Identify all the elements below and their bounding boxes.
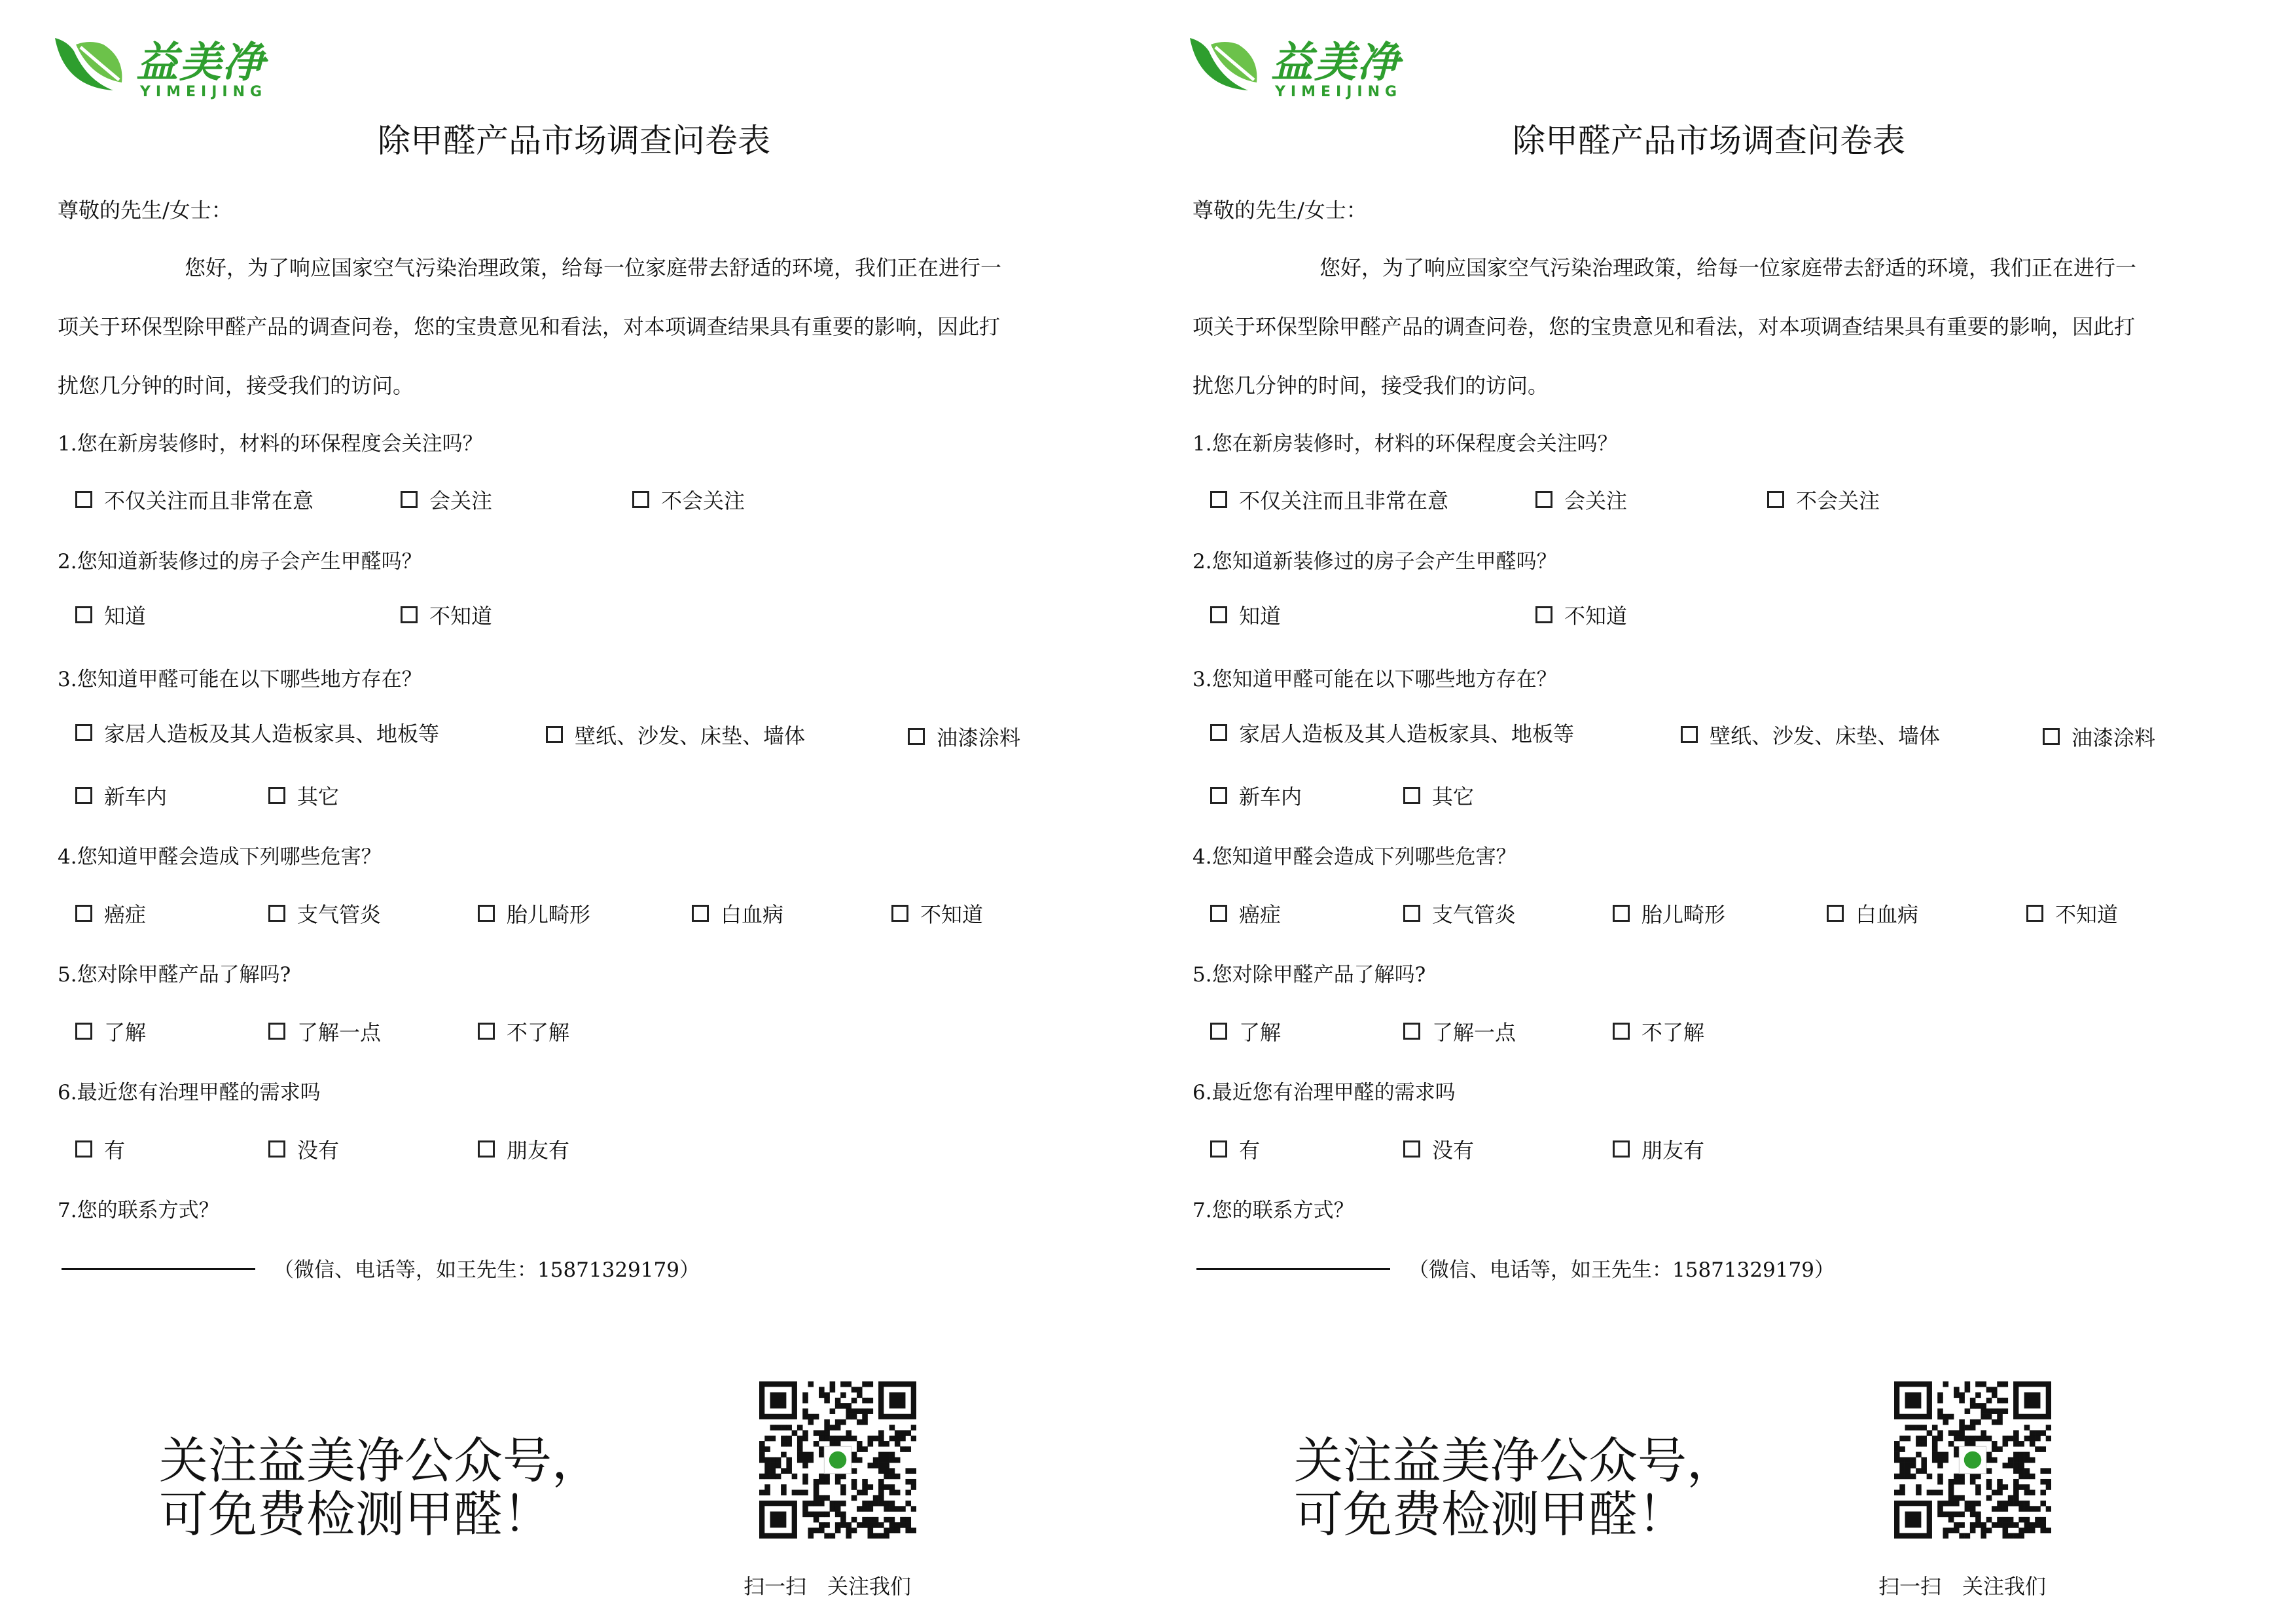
q5-option-2[interactable]: 了解一点 xyxy=(1403,1016,1516,1046)
contact-input-line[interactable] xyxy=(1196,1268,1390,1270)
checkbox[interactable] xyxy=(478,905,495,922)
q1-option-2[interactable]: 会关注 xyxy=(1535,484,1627,515)
q3-option-1[interactable]: 家居人造板及其人造板家具、地板等 xyxy=(75,718,439,748)
checkbox[interactable] xyxy=(75,1140,92,1158)
checkbox[interactable] xyxy=(908,728,925,745)
checkbox[interactable] xyxy=(1613,905,1630,922)
checkbox[interactable] xyxy=(546,726,563,743)
checkbox[interactable] xyxy=(1210,905,1227,922)
checkbox[interactable] xyxy=(1767,491,1784,508)
q4-option-4[interactable]: 白血病 xyxy=(1827,898,1918,928)
checkbox[interactable] xyxy=(1613,1140,1630,1158)
intro-line-2: 项关于环保型除甲醛产品的调查问卷，您的宝贵意见和看法，对本项调查结果具有重要的影响，因此打 xyxy=(58,314,1001,339)
leaf-logo-icon xyxy=(1186,25,1265,97)
intro-line-2: 项关于环保型除甲醛产品的调查问卷，您的宝贵意见和看法，对本项调查结果具有重要的影响，因此打 xyxy=(1193,314,2136,339)
question-3: 3.您知道甲醛可能在以下哪些地方存在？ xyxy=(58,668,422,691)
qr-code-image xyxy=(759,1381,916,1539)
brand-name-cn: 益美净 xyxy=(136,39,266,87)
question-2: 2.您知道新装修过的房子会产生甲醛吗？ xyxy=(1193,550,1557,574)
checkbox[interactable] xyxy=(1613,1023,1630,1040)
contact-input-line[interactable] xyxy=(62,1268,255,1270)
q3-option-5[interactable]: 其它 xyxy=(268,780,339,811)
scan-label: 扫一扫 关注我们 xyxy=(1878,1574,2047,1599)
checkbox[interactable] xyxy=(1210,606,1227,623)
q3-option-5[interactable]: 其它 xyxy=(1403,780,1474,811)
brand-name-en: YIMEIJING xyxy=(1275,84,1403,100)
q3-option-3[interactable]: 油漆涂料 xyxy=(908,721,1020,752)
q6-option-1[interactable]: 有 xyxy=(1210,1134,1260,1164)
checkbox[interactable] xyxy=(1403,787,1420,804)
question-7: 7.您的联系方式？ xyxy=(1193,1199,1354,1222)
salutation: 尊敬的先生/女士： xyxy=(58,198,232,223)
checkbox[interactable] xyxy=(1210,491,1227,508)
brand-name-cn: 益美净 xyxy=(1271,39,1401,87)
q3-option-4[interactable]: 新车内 xyxy=(1210,780,1302,811)
checkbox[interactable] xyxy=(891,905,908,922)
contact-hint: （微信、电话等，如王先生：15871329179） xyxy=(274,1258,700,1282)
questionnaire-page-right xyxy=(1135,0,2283,1623)
checkbox[interactable] xyxy=(478,1140,495,1158)
checkbox[interactable] xyxy=(268,787,285,804)
q2-option-2[interactable]: 不知道 xyxy=(401,600,492,630)
brand-logo xyxy=(51,25,287,110)
question-6: 6.最近您有治理甲醛的需求吗 xyxy=(58,1081,321,1104)
checkbox[interactable] xyxy=(75,1023,92,1040)
q6-option-3[interactable]: 朋友有 xyxy=(478,1134,569,1164)
q3-option-4[interactable]: 新车内 xyxy=(75,780,167,811)
intro-line-3: 扰您几分钟的时间，接受我们的访问。 xyxy=(1193,373,1549,398)
q4-option-4[interactable]: 白血病 xyxy=(692,898,783,928)
q6-option-3[interactable]: 朋友有 xyxy=(1613,1134,1704,1164)
q1-option-2[interactable]: 会关注 xyxy=(401,484,492,515)
checkbox[interactable] xyxy=(1681,726,1698,743)
checkbox[interactable] xyxy=(1210,1140,1227,1158)
intro-line-1: 您好，为了响应国家空气污染治理政策，给每一位家庭带去舒适的环境，我们正在进行一 xyxy=(1319,255,2137,280)
q5-option-3[interactable]: 不了解 xyxy=(478,1016,569,1046)
checkbox[interactable] xyxy=(1210,1023,1227,1040)
q4-option-3[interactable]: 胎儿畸形 xyxy=(478,898,590,928)
q4-option-2[interactable]: 支气管炎 xyxy=(1403,898,1516,928)
q1-option-1[interactable]: 不仅关注而且非常在意 xyxy=(75,484,314,515)
salutation: 尊敬的先生/女士： xyxy=(1193,198,1367,223)
q1-option-1[interactable]: 不仅关注而且非常在意 xyxy=(1210,484,1448,515)
question-4: 4.您知道甲醛会造成下列哪些危害？ xyxy=(58,845,382,869)
q3-option-2[interactable]: 壁纸、沙发、床垫、墙体 xyxy=(546,720,805,750)
checkbox[interactable] xyxy=(268,1140,285,1158)
brand-name-en: YIMEIJING xyxy=(140,84,268,100)
q5-option-1[interactable]: 了解 xyxy=(75,1016,146,1046)
checkbox[interactable] xyxy=(75,724,92,741)
checkbox[interactable] xyxy=(1827,905,1844,922)
qr-code-image xyxy=(1894,1381,2051,1539)
q3-option-3[interactable]: 油漆涂料 xyxy=(2043,721,2155,752)
q4-option-5[interactable]: 不知道 xyxy=(2026,898,2118,928)
checkbox[interactable] xyxy=(1403,1023,1420,1040)
question-3: 3.您知道甲醛可能在以下哪些地方存在？ xyxy=(1193,668,1557,691)
promo-line-2: 可免费检测甲醛！ xyxy=(1294,1486,1687,1543)
checkbox[interactable] xyxy=(692,905,709,922)
checkbox[interactable] xyxy=(2026,905,2043,922)
checkbox[interactable] xyxy=(2043,728,2060,745)
question-7: 7.您的联系方式？ xyxy=(58,1199,219,1222)
leaf-logo-icon xyxy=(51,25,130,97)
promo-text xyxy=(1294,1434,1736,1541)
checkbox[interactable] xyxy=(268,1023,285,1040)
checkbox[interactable] xyxy=(1535,606,1552,623)
question-1: 1.您在新房装修时，材料的环保程度会关注吗？ xyxy=(58,432,483,456)
contact-hint: （微信、电话等，如王先生：15871329179） xyxy=(1408,1258,1835,1282)
intro-line-1: 您好，为了响应国家空气污染治理政策，给每一位家庭带去舒适的环境，我们正在进行一 xyxy=(185,255,1002,280)
q6-option-1[interactable]: 有 xyxy=(75,1134,125,1164)
q5-option-2[interactable]: 了解一点 xyxy=(268,1016,381,1046)
q6-option-2[interactable]: 没有 xyxy=(1403,1134,1474,1164)
page-title: 除甲醛产品市场调查问卷表 xyxy=(1513,122,1905,160)
q2-option-1[interactable]: 知道 xyxy=(1210,600,1281,630)
question-4: 4.您知道甲醛会造成下列哪些危害？ xyxy=(1193,845,1516,869)
promo-line-1: 关注益美净公众号， xyxy=(159,1432,601,1489)
question-5: 5.您对除甲醛产品了解吗? xyxy=(1193,963,1426,987)
q5-option-1[interactable]: 了解 xyxy=(1210,1016,1281,1046)
scan-label: 扫一扫 关注我们 xyxy=(744,1574,912,1599)
checkbox[interactable] xyxy=(1535,491,1552,508)
intro-line-3: 扰您几分钟的时间，接受我们的访问。 xyxy=(58,373,414,398)
checkbox[interactable] xyxy=(1403,905,1420,922)
promo-text xyxy=(159,1434,601,1541)
q1-option-3[interactable]: 不会关注 xyxy=(1767,484,1880,515)
checkbox[interactable] xyxy=(75,905,92,922)
promo-line-1: 关注益美净公众号， xyxy=(1294,1432,1736,1489)
question-1: 1.您在新房装修时，材料的环保程度会关注吗？ xyxy=(1193,432,1618,456)
checkbox[interactable] xyxy=(1210,724,1227,741)
q4-option-5[interactable]: 不知道 xyxy=(891,898,983,928)
checkbox[interactable] xyxy=(1210,787,1227,804)
checkbox[interactable] xyxy=(401,491,418,508)
checkbox[interactable] xyxy=(478,1023,495,1040)
checkbox[interactable] xyxy=(401,606,418,623)
checkbox[interactable] xyxy=(632,491,649,508)
q2-option-1[interactable]: 知道 xyxy=(75,600,146,630)
promo-line-2: 可免费检测甲醛！ xyxy=(159,1486,552,1543)
checkbox[interactable] xyxy=(75,491,92,508)
q2-option-2[interactable]: 不知道 xyxy=(1535,600,1627,630)
brand-logo xyxy=(1186,25,1422,110)
checkbox[interactable] xyxy=(75,787,92,804)
q4-option-1[interactable]: 癌症 xyxy=(1210,898,1281,928)
q4-option-2[interactable]: 支气管炎 xyxy=(268,898,381,928)
q4-option-3[interactable]: 胎儿畸形 xyxy=(1613,898,1725,928)
checkbox[interactable] xyxy=(268,905,285,922)
q3-option-1[interactable]: 家居人造板及其人造板家具、地板等 xyxy=(1210,718,1574,748)
page-title: 除甲醛产品市场调查问卷表 xyxy=(378,122,770,160)
question-6: 6.最近您有治理甲醛的需求吗 xyxy=(1193,1081,1456,1104)
question-5: 5.您对除甲醛产品了解吗? xyxy=(58,963,291,987)
q1-option-3[interactable]: 不会关注 xyxy=(632,484,745,515)
q6-option-2[interactable]: 没有 xyxy=(268,1134,339,1164)
question-2: 2.您知道新装修过的房子会产生甲醛吗？ xyxy=(58,550,422,574)
checkbox[interactable] xyxy=(75,606,92,623)
q4-option-1[interactable]: 癌症 xyxy=(75,898,146,928)
q5-option-3[interactable]: 不了解 xyxy=(1613,1016,1704,1046)
q3-option-2[interactable]: 壁纸、沙发、床垫、墙体 xyxy=(1681,720,1940,750)
checkbox[interactable] xyxy=(1403,1140,1420,1158)
